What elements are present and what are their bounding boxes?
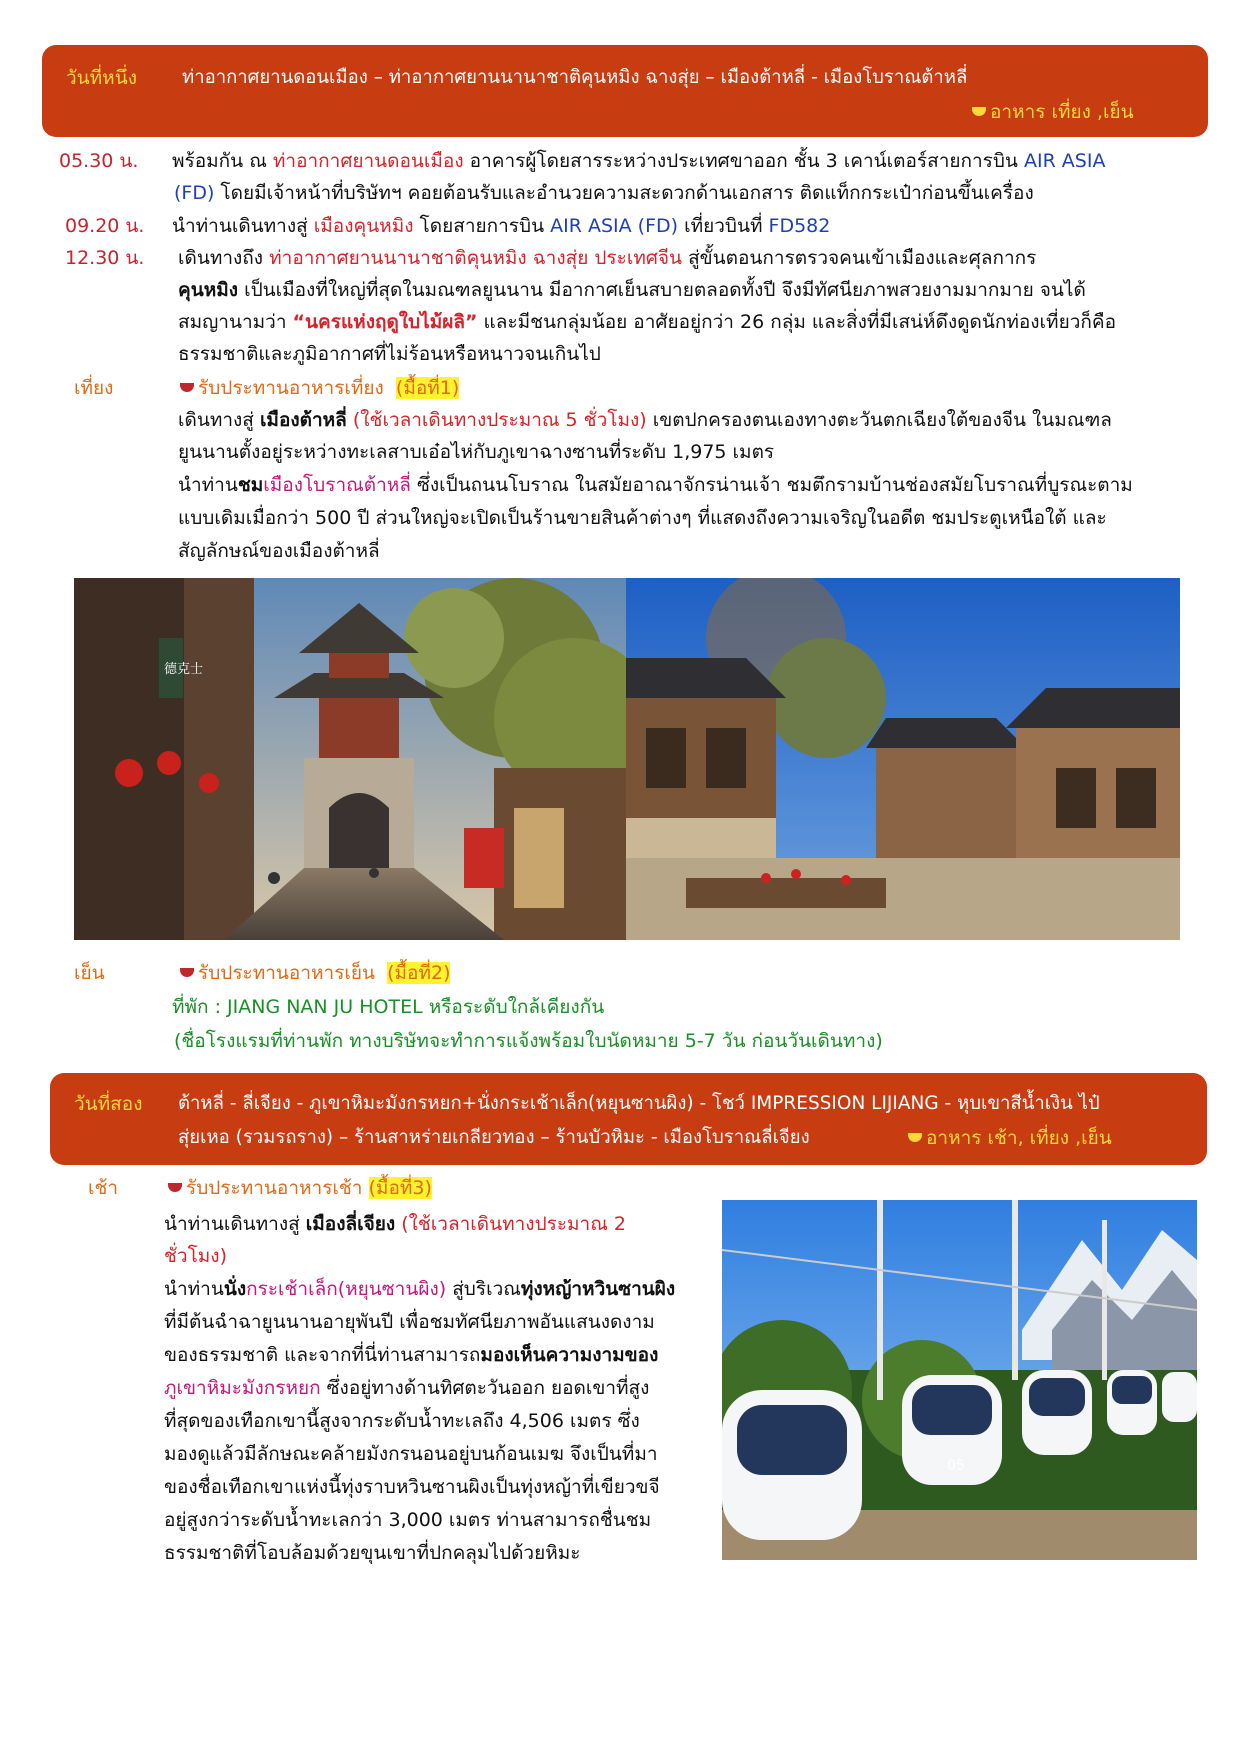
time-0530: 05.30 น.	[59, 150, 139, 172]
text: โดยมีเจ้าหน้าที่บริษัทฯ คอยต้อนรับและอำนวยความสะดวกด้านเอกสาร ติดแท็กกระเป๋าก่อนขึ้นเครื่อง	[214, 182, 1034, 204]
day2-title-line1: ต้าหลี่ - ลี่เจียง - ภูเขาหิมะมังกรหยก+นั่งกระเช้าเล็ก(หยุนซานผิง) - โชว์ IMPRESSION LIJIANG - หุบเขาสีน้ำเงิน ไป๋	[178, 1093, 1100, 1114]
airline-name: AIR ASIA	[1023, 150, 1106, 172]
dinner-line	[180, 957, 450, 989]
text: ซึ่งเป็นถนนโบราณ ในสมัยอาณาจักรน่านเจ้า ชมตึกรามบ้านช่องสมัยโบราณที่บูรณะตาม	[410, 474, 1133, 496]
travel-time: (ใช้เวลาเดินทางประมาณ 2	[395, 1213, 626, 1235]
tower-sign: 德克士	[164, 662, 204, 677]
text: สัญลักษณ์ของเมืองต้าหลี่	[178, 540, 380, 562]
day1-banner	[42, 45, 1208, 137]
breakfast-text: รับประทานอาหารเช้า	[186, 1177, 363, 1199]
spring-city: “นครแห่งฤดูใบไม้ผลิ”	[292, 311, 478, 333]
text: อาคารผู้โดยสารระหว่างประเทศขาออก ชั้น 3 เคาน์เตอร์สายการบิน	[463, 150, 1024, 172]
place-changshui: ท่าอากาศยานนานาชาติคุนหมิง ฉางสุ่ย ประเทศจีน	[269, 247, 683, 269]
see-beauty-bold: มองเห็นความงามของ	[480, 1344, 659, 1366]
text: นำท่านเดินทางสู่	[164, 1213, 306, 1235]
text: นำท่าน	[178, 474, 238, 496]
place-don-mueang: ท่าอากาศยานดอนเมือง	[272, 150, 464, 172]
meal-number: (มื้อที่3)	[368, 1177, 432, 1199]
text: ธรรมชาติและภูมิอากาศที่ไม่ร้อนหรือหนาวจนเกินไป	[178, 343, 601, 365]
para-cable-5: ที่สุดของเทือกเขานี้สูงจากระดับน้ำทะเลถึง 4,506 เมตร ซึ่ง	[164, 1410, 640, 1432]
para-0530-line1	[172, 145, 1105, 177]
photo-cable-car	[722, 1200, 1197, 1560]
text: นำท่าน	[164, 1278, 224, 1300]
para-oldtown-3	[178, 535, 380, 567]
text: สู่บริเวณ	[446, 1278, 521, 1300]
text: เป็นเมืองที่ใหญ่ที่สุดในมณฑลยูนนาน มีอากาศเย็นสบายตลอดทั้งปี จึงมีทัศนียภาพสวยงามมากมาย จนได้	[238, 279, 1086, 301]
bowl-icon	[180, 968, 194, 977]
time-0920: 09.20 น.	[65, 215, 145, 237]
breakfast-line	[168, 1172, 432, 1204]
day2-meals	[908, 1123, 1112, 1153]
text: และมีชนกลุ่มน้อย อาศัยอยู่กว่า 26 กลุ่ม และสิ่งที่มีเสน่ห์ดึงดูดนักท่องเที่ยวก็คือ	[477, 311, 1116, 333]
hotel-line: ที่พัก : JIANG NAN JU HOTEL หรือระดับใกล้เคียงกัน	[172, 996, 605, 1018]
meal-number: (มื้อที่1)	[395, 377, 460, 399]
para-cable-8: อยู่สูงกว่าระดับน้ำทะเลกว่า 3,000 เมตร ท่านสามารถชื่นชม	[164, 1509, 652, 1531]
day2-title-line2: สุ่ยเหอ (รวมรถราง) – ร้านสาหร่ายเกลียวทอง – ร้านบัวหิมะ - เมืองโบราณลี่เจียง	[178, 1127, 810, 1148]
meadow-bold: ทุ่งหญ้าหวินซานผิง	[520, 1278, 676, 1300]
para-cable-6: มองดูแล้วมีลักษณะคล้ายมังกรนอนอยู่บนก้อนเมฆ จึงเป็นที่มา	[164, 1443, 658, 1465]
para-cable-3	[164, 1339, 658, 1371]
text: สู่ขั้นตอนการตรวจคนเข้าเมืองและศุลกากร	[682, 247, 1037, 269]
day1-meals-text: อาหาร เที่ยง ,เย็น	[990, 101, 1134, 123]
para-cable-2: ที่มีต้นฉำฉายูนนานอายุพันปี เพื่อชมทัศนียภาพอันแสนงดงาม	[164, 1311, 655, 1333]
para-lijiang-1	[164, 1208, 626, 1240]
para-cable-4	[164, 1372, 649, 1404]
day2-label: วันที่สอง	[74, 1093, 143, 1115]
para-dali-1	[178, 404, 1112, 436]
ride-bold: นั่ง	[223, 1278, 247, 1300]
jade-dragon-mountain: ภูเขาหิมะมังกรหยก	[164, 1377, 321, 1399]
day2-banner	[50, 1073, 1207, 1165]
day2-meals-text: อาหาร เช้า, เที่ยง ,เย็น	[926, 1127, 1112, 1149]
para-dali-2	[178, 436, 774, 468]
day1-label: วันที่หนึ่ง	[66, 67, 137, 89]
small-cable-car: กระเช้าเล็ก(หยุนซานผิง)	[246, 1278, 447, 1300]
airline: AIR ASIA (FD)	[550, 215, 679, 237]
bowl-icon	[168, 1183, 182, 1192]
dali-old-town: เมืองโบราณต้าหลี่	[263, 474, 411, 496]
photo-dali-gate-image	[74, 578, 626, 940]
day1-title: ท่าอากาศยานดอนเมือง – ท่าอากาศยานนานาชาติคุนหมิง ฉางสุ่ย – เมืองต้าหลี่ - เมืองโบราณต้าหลี่	[182, 67, 968, 88]
photo-old-street-image	[626, 578, 1180, 940]
text: โดยสายการบิน	[413, 215, 551, 237]
para-cable-1	[164, 1273, 675, 1305]
para-kunming-1	[178, 274, 1086, 306]
photo-cable-car-image	[722, 1200, 1197, 1560]
bowl-icon	[908, 1133, 922, 1142]
dinner-text: รับประทานอาหารเย็น	[198, 962, 376, 984]
breakfast-label: เช้า	[88, 1177, 119, 1199]
para-kunming-2	[178, 306, 1116, 338]
lunch-text: รับประทานอาหารเที่ยง	[198, 377, 384, 399]
text: เดินทางสู่	[178, 409, 260, 431]
text: นำท่านเดินทางสู่	[172, 215, 314, 237]
lunch-label: เที่ยง	[74, 377, 114, 399]
travel-time: (ใช้เวลาเดินทางประมาณ 5 ชั่วโมง)	[346, 409, 647, 431]
para-0530-line2	[174, 177, 1034, 209]
place-kunming: เมืองคุนหมิง	[313, 215, 414, 237]
flight-no: FD582	[768, 215, 831, 237]
text: แบบเดิมเมื่อกว่า 500 ปี ส่วนใหญ่จะเปิดเป็นร้านขายสินค้าต่างๆ ที่แสดงถึงความเจริญในอดีต ชมประตูเหนือใต้ และ	[178, 507, 1107, 529]
text: ของธรรมชาติ และจากที่นี่ท่านสามารถ	[164, 1344, 481, 1366]
text: ยูนนานตั้งอยู่ระหว่างทะเลสาบเอ๋อไห่กับภูเขาฉางซานที่ระดับ 1,975 เมตร	[178, 441, 775, 463]
time-1230: 12.30 น.	[65, 247, 145, 269]
para-kunming-3	[178, 338, 601, 370]
kunming-bold: คุนหมิง	[178, 279, 239, 301]
text: ซึ่งอยู่ทางด้านทิศตะวันออก ยอดเขาที่สูง	[320, 1377, 650, 1399]
para-oldtown-1	[178, 469, 1133, 501]
para-0920	[172, 210, 830, 242]
bowl-icon	[180, 383, 194, 392]
text: เที่ยวบินที่	[678, 215, 769, 237]
meal-number: (มื้อที่2)	[387, 962, 451, 984]
text: พร้อมกัน ณ	[172, 150, 273, 172]
dali-bold: เมืองต้าหลี่	[259, 409, 347, 431]
para-lijiang-2: ชั่วโมง)	[164, 1245, 227, 1267]
text: เดินทางถึง	[178, 247, 270, 269]
para-cable-7: ของชื่อเทือกเขาแห่งนี้ทุ่งราบหวินซานผิงเป็นทุ่งหญ้าที่เขียวขจี	[164, 1476, 660, 1498]
lijiang-bold: เมืองลี่เจียง	[305, 1213, 396, 1235]
photo-old-street	[626, 578, 1180, 940]
cable-number: 05	[947, 1458, 965, 1474]
lunch-line	[180, 372, 459, 404]
visit-bold: ชม	[237, 474, 264, 496]
text: เขตปกครองตนเองทางตะวันตกเฉียงใต้ของจีน ในมณฑล	[646, 409, 1112, 431]
day1-meals	[972, 97, 1134, 127]
hotel-note: (ชื่อโรงแรมที่ท่านพัก ทางบริษัทจะทำการแจ้งพร้อมใบนัดหมาย 5-7 วัน ก่อนวันเดินทาง)	[174, 1030, 883, 1052]
para-cable-9: ธรรมชาติที่โอบล้อมด้วยขุนเขาที่ปกคลุมไปด้วยหิมะ	[164, 1542, 581, 1564]
airline-code: (FD)	[174, 182, 215, 204]
para-1230	[178, 242, 1036, 274]
text: สมญานามว่า	[178, 311, 293, 333]
photo-dali-gate	[74, 578, 626, 940]
bowl-icon	[972, 107, 986, 116]
dinner-label: เย็น	[74, 962, 105, 984]
para-oldtown-2	[178, 502, 1107, 534]
